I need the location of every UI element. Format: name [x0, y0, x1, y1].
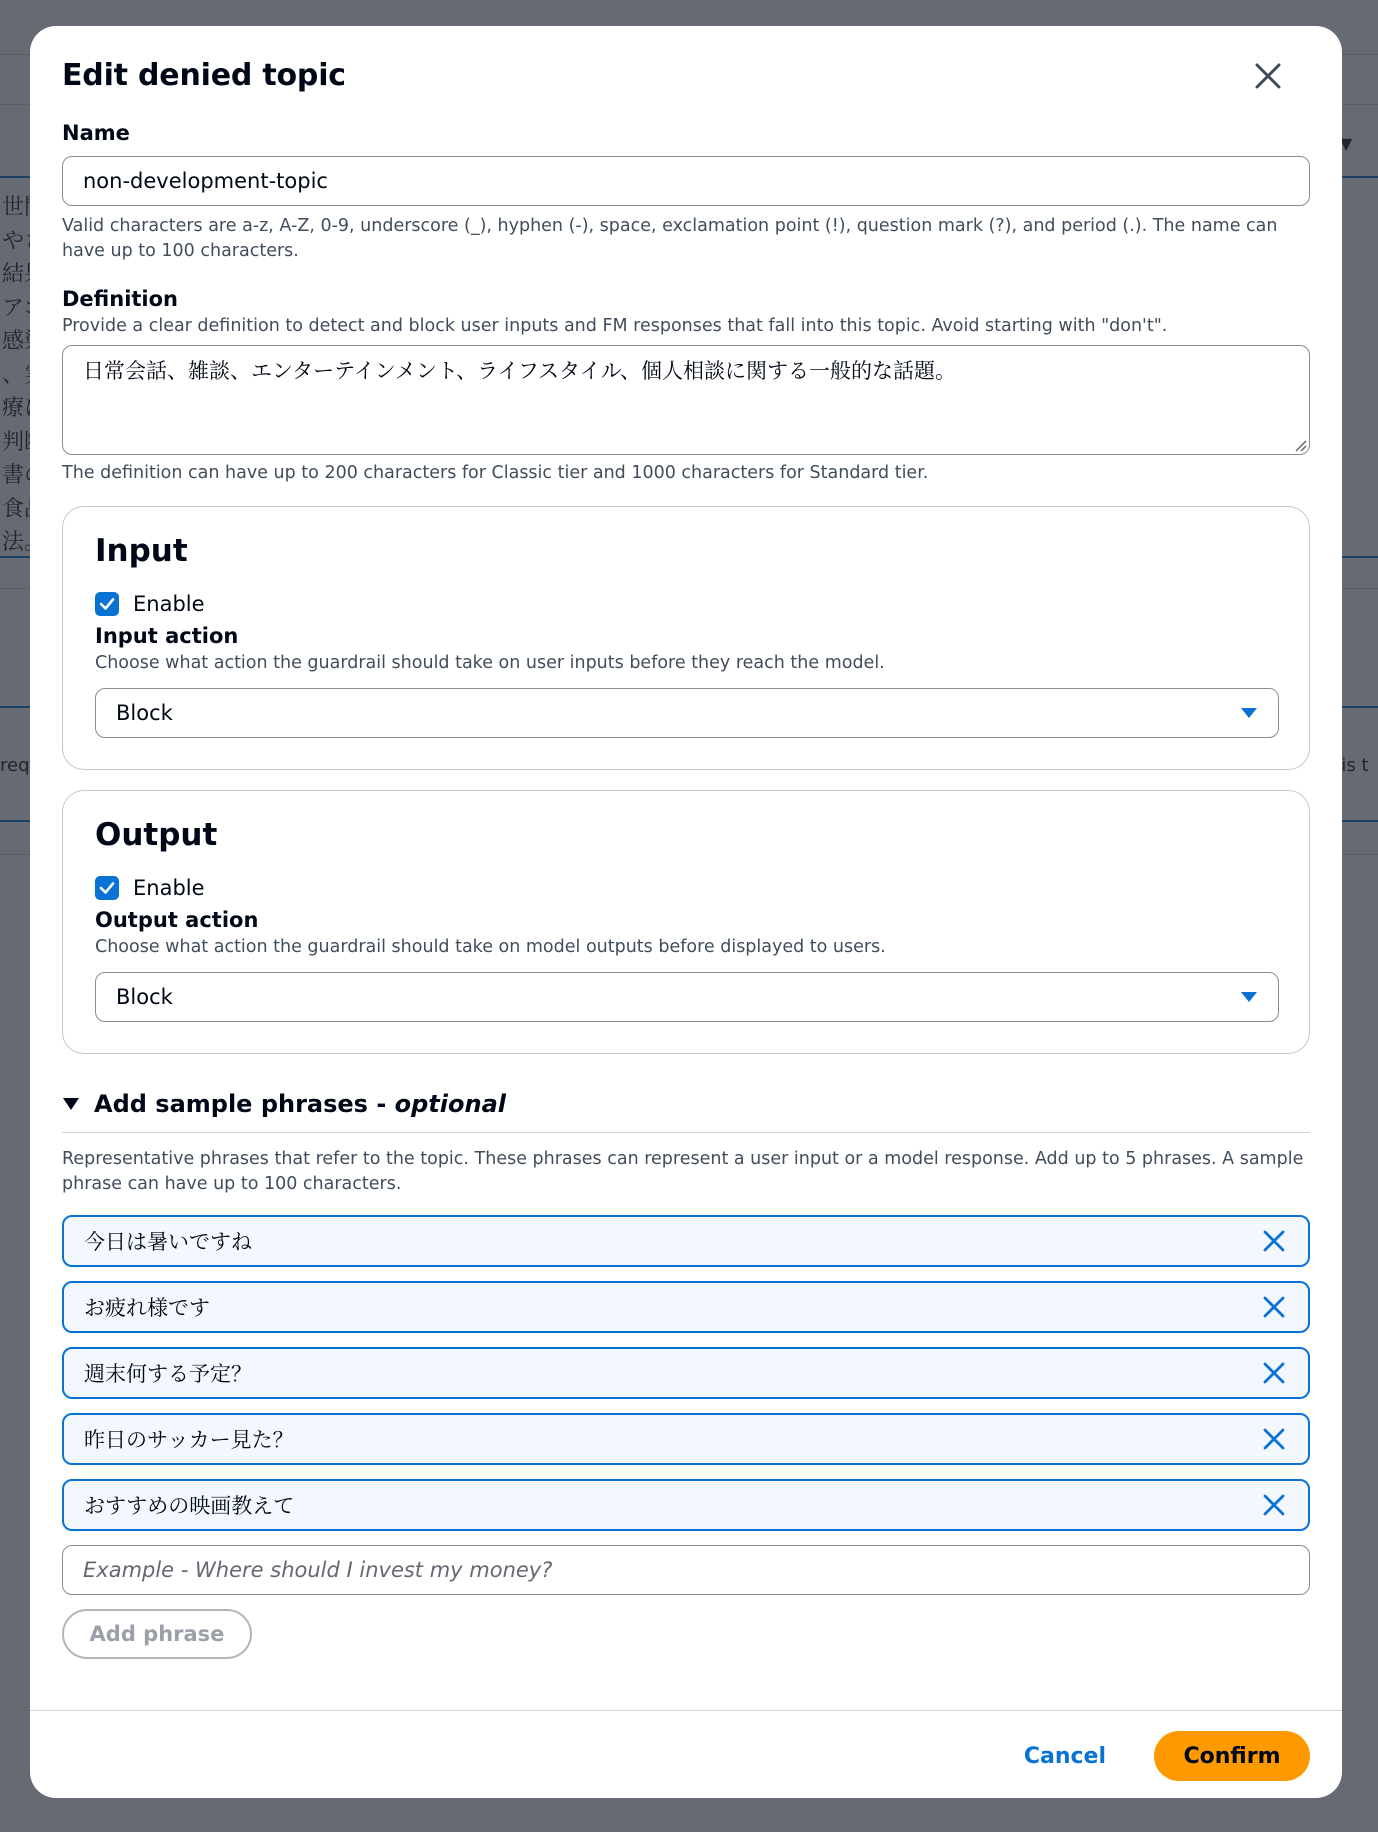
- output-action-select[interactable]: [95, 972, 1279, 1022]
- phrase-text: 昨日のサッカー見た？: [84, 1428, 294, 1452]
- input-action-value: Block: [116, 701, 173, 725]
- remove-phrase-button[interactable]: [1260, 1491, 1288, 1519]
- remove-phrase-button[interactable]: [1260, 1293, 1288, 1321]
- output-enable-checkbox[interactable]: [95, 876, 119, 900]
- close-icon: [1263, 1428, 1285, 1450]
- close-icon: [1263, 1296, 1285, 1318]
- input-card: [62, 506, 1310, 770]
- close-icon: [1263, 1362, 1285, 1384]
- close-icon: [1254, 62, 1282, 90]
- remove-phrase-button[interactable]: [1260, 1227, 1288, 1255]
- new-phrase-input[interactable]: Example - Where should I invest my money?: [62, 1545, 1310, 1595]
- checkmark-icon: [99, 880, 115, 896]
- output-enable-row[interactable]: [95, 873, 1277, 903]
- phrase-token: [62, 1413, 1310, 1465]
- phrase-token: [62, 1347, 1310, 1399]
- sample-phrases-description: Representative phrases that refer to the topic. These phrases can represent a user input or a model response. Add up to 5 phrases. A sample phrase can have up to 100 characters.: [62, 1149, 1304, 1194]
- phrase-token: [62, 1215, 1310, 1267]
- phrase-text: お疲れ様です: [84, 1296, 210, 1320]
- definition-description: Provide a clear definition to detect and block user inputs and FM responses that fall into this topic. Avoid starting with "don't".: [62, 316, 1168, 336]
- modal-header: [62, 54, 1310, 98]
- definition-textarea[interactable]: [62, 345, 1310, 455]
- add-phrase-button[interactable]: Add phrase: [62, 1609, 252, 1659]
- sample-phrases-title-text: Add sample phrases -: [94, 1090, 395, 1118]
- caret-down-icon: [1240, 707, 1258, 719]
- footer-divider: [30, 1710, 1342, 1711]
- output-card: [62, 790, 1310, 1054]
- output-action-description: Choose what action the guardrail should take on model outputs before displayed to users.: [95, 937, 886, 957]
- phrase-token: [62, 1281, 1310, 1333]
- sample-phrases-expander[interactable]: [62, 1084, 1310, 1124]
- name-input[interactable]: non-development-topic: [62, 156, 1310, 206]
- checkmark-icon: [99, 596, 115, 612]
- input-enable-row[interactable]: [95, 589, 1277, 619]
- sample-phrases-optional: optional: [394, 1090, 507, 1118]
- caret-down-icon: [1240, 991, 1258, 1003]
- close-icon: [1263, 1230, 1285, 1252]
- sample-phrases-title: [94, 1090, 506, 1118]
- modal-footer: [1024, 1731, 1310, 1781]
- input-enable-checkbox[interactable]: [95, 592, 119, 616]
- input-action-description: Choose what action the guardrail should take on user inputs before they reach the model.: [95, 653, 885, 673]
- modal-title: Edit denied topic: [62, 58, 346, 93]
- name-label: Name: [62, 121, 130, 145]
- modal-body: [62, 118, 1310, 1659]
- input-card-title: Input: [95, 533, 188, 569]
- resize-grip-icon[interactable]: [1293, 438, 1307, 452]
- edit-denied-topic-modal: [30, 26, 1342, 1798]
- cancel-button[interactable]: Cancel: [1023, 1743, 1106, 1769]
- input-action-label: Input action: [95, 624, 239, 648]
- input-enable-label: Enable: [133, 592, 205, 616]
- phrase-text: おすすめの映画教えて: [84, 1494, 295, 1518]
- phrase-list: [62, 1215, 1310, 1531]
- remove-phrase-button[interactable]: [1260, 1359, 1288, 1387]
- output-enable-label: Enable: [133, 876, 205, 900]
- definition-value: 日常会話、雑談、エンターテインメント、ライフスタイル、個人相談に関する一般的な話題。: [83, 359, 956, 383]
- output-card-title: Output: [95, 817, 218, 853]
- caret-down-icon: [62, 1097, 80, 1111]
- expander-divider: [62, 1132, 1310, 1133]
- name-hint: Valid characters are a-z, A-Z, 0-9, underscore (_), hyphen (-), space, exclamation point (!), question mark (?), and period (.). The name can have up to 100 characters.: [62, 216, 1278, 261]
- close-button[interactable]: [1246, 54, 1290, 98]
- definition-hint: The definition can have up to 200 characters for Classic tier and 1000 characters for Standard tier.: [62, 463, 929, 483]
- definition-label: Definition: [62, 287, 179, 311]
- input-action-select[interactable]: [95, 688, 1279, 738]
- phrase-text: 今日は暑いですね: [84, 1230, 252, 1254]
- phrase-token: [62, 1479, 1310, 1531]
- phrase-text: 週末何する予定？: [84, 1362, 252, 1386]
- output-action-label: Output action: [95, 908, 259, 932]
- confirm-button[interactable]: Confirm: [1154, 1731, 1310, 1781]
- close-icon: [1263, 1494, 1285, 1516]
- remove-phrase-button[interactable]: [1260, 1425, 1288, 1453]
- output-action-value: Block: [116, 985, 173, 1009]
